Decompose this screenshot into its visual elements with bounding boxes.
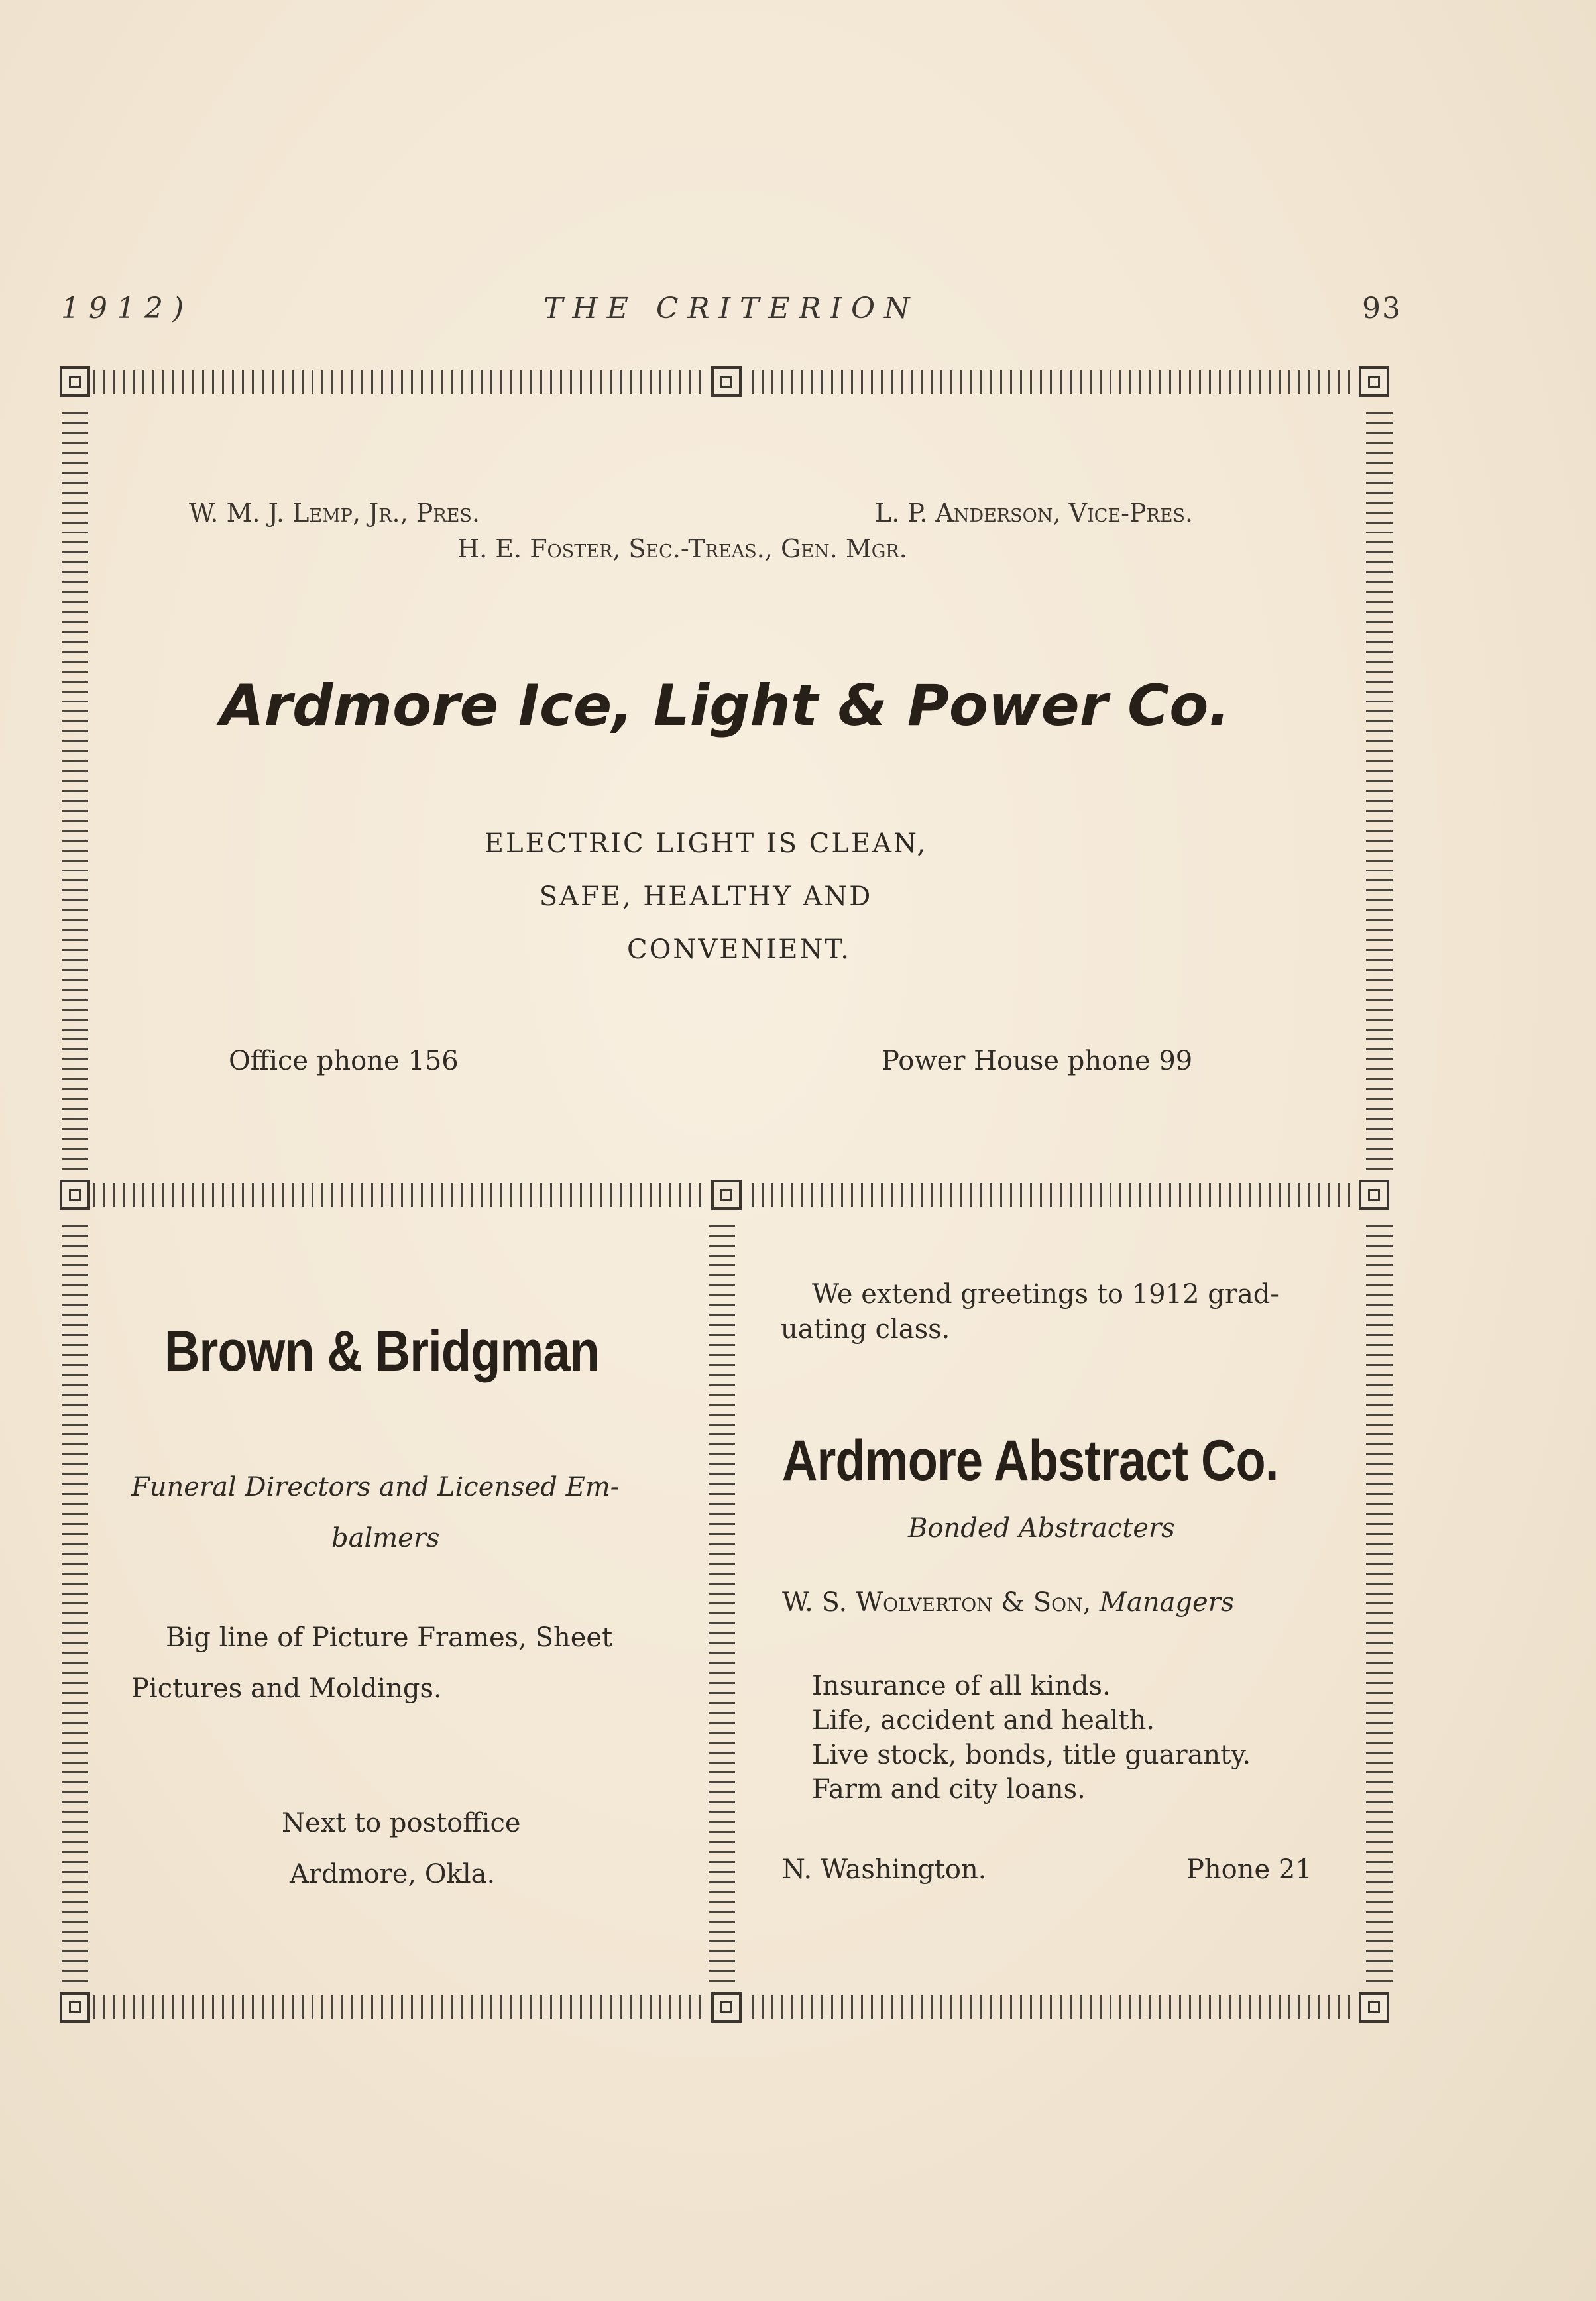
office-phone: Office phone 156 — [229, 1046, 459, 1076]
managers — [782, 1585, 1234, 1620]
phone: Phone 21 — [1186, 1854, 1312, 1885]
corner-ornament-icon — [1359, 366, 1389, 397]
corner-ornament-icon — [711, 1180, 742, 1210]
service-item: Farm and city loans. — [812, 1774, 1086, 1805]
corner-ornament-icon — [60, 366, 90, 397]
officer-vice-president-text: L. P. Anderson, Vice-Pres. — [875, 498, 1194, 528]
border-top-left — [93, 366, 709, 397]
service-item: Life, accident and health. — [812, 1705, 1155, 1736]
border-middle-right — [752, 1180, 1356, 1210]
corner-ornament-icon — [1359, 1992, 1389, 2023]
managers-name: W. S. Wolverton & Son, — [782, 1587, 1092, 1618]
company-name: Brown & Bridgman — [164, 1319, 600, 1383]
service-item: Insurance of all kinds. — [812, 1671, 1111, 1701]
corner-ornament-icon — [60, 1992, 90, 2023]
header-year: 1912) — [61, 292, 194, 325]
corner-ornament-icon — [1359, 1180, 1389, 1210]
corner-ornament-icon — [711, 366, 742, 397]
company-subtitle: Bonded Abstracters — [908, 1513, 1175, 1543]
border-middle-left — [93, 1180, 709, 1210]
border-bottom-right — [752, 1992, 1356, 2023]
service-line-1: Funeral Directors and Licensed Em- — [131, 1472, 620, 1502]
goods-line-1: Big line of Picture Frames, Sheet — [166, 1622, 613, 1653]
slogan-line-3: CONVENIENT. — [627, 934, 851, 965]
border-right-upper — [1364, 404, 1395, 1175]
location: Next to postoffice — [282, 1808, 521, 1838]
slogan-line-1: ELECTRIC LIGHT IS CLEAN, — [484, 828, 928, 859]
header-page-number: 93 — [1362, 292, 1402, 325]
border-top-right — [752, 366, 1356, 397]
power-house-phone: Power House phone 99 — [882, 1046, 1193, 1076]
service-item: Live stock, bonds, title guaranty. — [812, 1740, 1251, 1770]
officer-treasurer — [457, 534, 907, 563]
border-right-lower — [1364, 1217, 1395, 1988]
border-bottom-left — [93, 1992, 709, 2023]
header-journal-title: THE CRITERION — [543, 292, 919, 325]
slogan-line-2: SAFE, HEALTHY AND — [539, 881, 873, 912]
company-name: Ardmore Ice, Light & Power Co. — [220, 673, 1230, 739]
city: Ardmore, Okla. — [290, 1859, 496, 1889]
greeting-line-2: uating class. — [781, 1314, 950, 1345]
corner-ornament-icon — [711, 1992, 742, 2023]
goods-line-2: Pictures and Moldings. — [131, 1673, 442, 1704]
service-line-2: balmers — [331, 1523, 440, 1553]
corner-ornament-icon — [60, 1180, 90, 1210]
company-name: Ardmore Abstract Co. — [782, 1429, 1279, 1492]
greeting-line-1: We extend greetings to 1912 grad- — [812, 1279, 1279, 1310]
address: N. Washington. — [782, 1854, 987, 1885]
officer-president-text: W. M. J. Lemp, Jr., Pres. — [189, 498, 480, 528]
border-left-lower — [60, 1217, 90, 1988]
managers-role: Managers — [1100, 1587, 1235, 1618]
officer-treasurer-text: H. E. Foster, Sec.-Treas., Gen. Mgr. — [457, 534, 907, 563]
officer-president — [189, 498, 480, 528]
border-left-upper — [60, 404, 90, 1175]
border-center-divider — [707, 1217, 737, 1988]
officer-vice-president — [875, 498, 1193, 528]
